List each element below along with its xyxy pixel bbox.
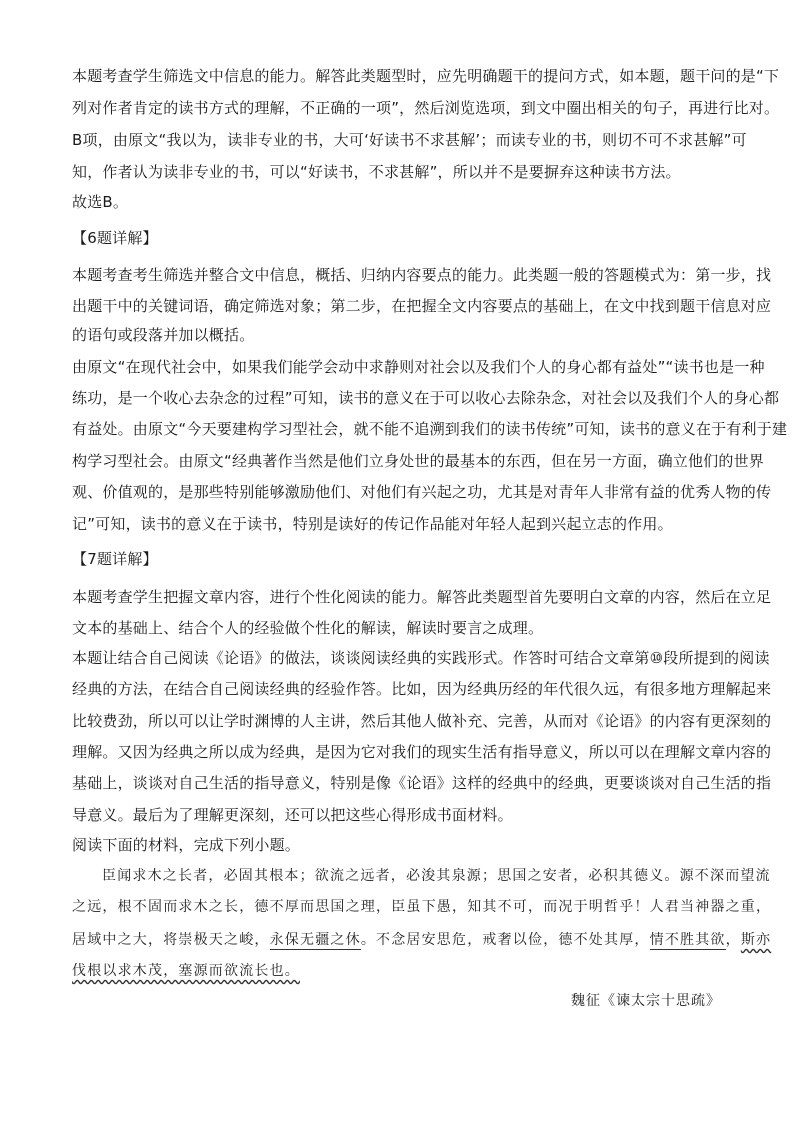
wavy-underlined-phrase: 伐根以求木茂，塞源而欲流长也。 [72, 963, 300, 979]
classical-text-segment: ， [725, 932, 741, 948]
wavy-underlined-phrase: 斯亦 [740, 932, 772, 948]
classical-text-segment: 居域中之大，将崇极天之峻， [72, 932, 270, 948]
section-heading-q7: 【7题详解】 [72, 550, 158, 568]
paragraph-line: 理解。又因为经典之所以成为经典，是因为它对我们的现实生活有指导意义，所以可以在理解文章内容的 [72, 743, 772, 761]
paragraph-line: 构学习型社会。由原文“经典著作当然是他们立身处世的最基本的东西，但在另一方面，确立他们的世界 [72, 452, 764, 470]
paragraph-line: 文本的基础上、结合个人的经验做个性化的解读，解读时要言之成理。 [72, 619, 544, 637]
paragraph-line: 练功，是一个收心去杂念的过程”可知，读书的意义在于可以收心去除杂念，对社会以及我们个人的身心都 [72, 389, 780, 407]
paragraph-line: 记”可知，读书的意义在于读书，特别是读好的传记作品能对年轻人起到兴起立志的作用。 [72, 515, 673, 533]
paragraph-line: B项，由原文“我以为，读非专业的书，大可‘好读书不求甚解’；而读专业的书，则切不可不求甚解”可 [72, 131, 747, 149]
paragraph-line: 阅读下面的材料，完成下列小题。 [72, 836, 301, 854]
classical-text-line [72, 930, 772, 950]
paragraph-line: 本题让结合自己阅读《论语》的做法，谈谈阅读经典的实践形式。作答时可结合文章第⑩段所提到的阅读 [72, 649, 770, 667]
underlined-phrase: 永保无疆之休 [269, 932, 361, 948]
paragraph-line: 的语句或段落并加以概括。 [72, 326, 255, 344]
paragraph-line: 故选B。 [72, 193, 129, 211]
paragraph-line: 导意义。最后为了理解更深刻，还可以把这些心得形成书面材料。 [72, 806, 513, 824]
source-attribution: 魏征《谏太宗十思疏》 [571, 993, 721, 1009]
classical-text-segment: 。不念居安思危，戒奢以俭，德不处其厚， [360, 932, 650, 948]
paragraph-line: 本题考查考生筛选并整合文中信息，概括、归纳内容要点的能力。此类题一般的答题模式为：第一步，找 [72, 266, 772, 284]
classical-text-line: 之远，根不固而求木之长，德不厚而思国之理，臣虽下愚，知其不可，而况于明哲乎！人君当神器之重， [72, 899, 772, 915]
paragraph-line: 基础上，谈谈对自己生活的指导意义，特别是像《论语》这样的经典中的经典，更要谈谈对自己生活的指 [72, 774, 772, 792]
paragraph-line: 经典的方法，在结合自己阅读经典的经验作答。比如，因为经典历经的年代很久远，有很多地方理解起来 [72, 680, 772, 698]
paragraph-line: 知，作者认为读非专业的书，可以“好读书，不求甚解”，所以并不是要摒弃这种读书方法。 [72, 163, 681, 181]
classical-text-line [72, 961, 722, 981]
paragraph-line: 本题考查学生把握文章内容，进行个性化阅读的能力。解答此类题型首先要明白文章的内容，然后在立足 [72, 588, 772, 606]
paragraph-line: 本题考查学生筛选文中信息的能力。解答此类题型时，应先明确题干的提问方式，如本题，题干问的是“下 [72, 67, 780, 85]
underlined-phrase: 情不胜其欲 [649, 932, 726, 948]
paragraph-line: 观、价值观的，是那些特别能够激励他们、对他们有兴起之功，尤其是对青年人非常有益的优秀人物的传 [72, 483, 772, 501]
paragraph-line: 比较费劲，所以可以让学时渊博的人主讲，然后其他人做补充、完善，从而对《论语》的内容有更深刻的 [72, 712, 772, 730]
paragraph-line: 出题干中的关键词语，确定筛选对象；第二步，在把握全文内容要点的基础上，在文中找到题干信息对应 [72, 297, 772, 315]
section-heading-q6: 【6题详解】 [72, 229, 158, 247]
paragraph-line: 列对作者肯定的读书方式的理解，不正确的一项”，然后浏览选项，到文中圈出相关的句子，再进行比对。 [72, 99, 780, 117]
paragraph-line: 由原文“在现代社会中，如果我们能学会动中求静则对社会以及我们个人的身心都有益处”“读书也是一种 [72, 358, 765, 376]
classical-text-line: 臣闻求木之长者，必固其根本；欲流之远者，必浚其泉源；思国之安者，必积其德义。源不深而望流 [102, 868, 771, 884]
paragraph-line: 有益处。由原文“今天要建构学习型社会，就不能不追溯到我们的读书传统”可知，读书的意义在于有利于建 [72, 420, 788, 438]
